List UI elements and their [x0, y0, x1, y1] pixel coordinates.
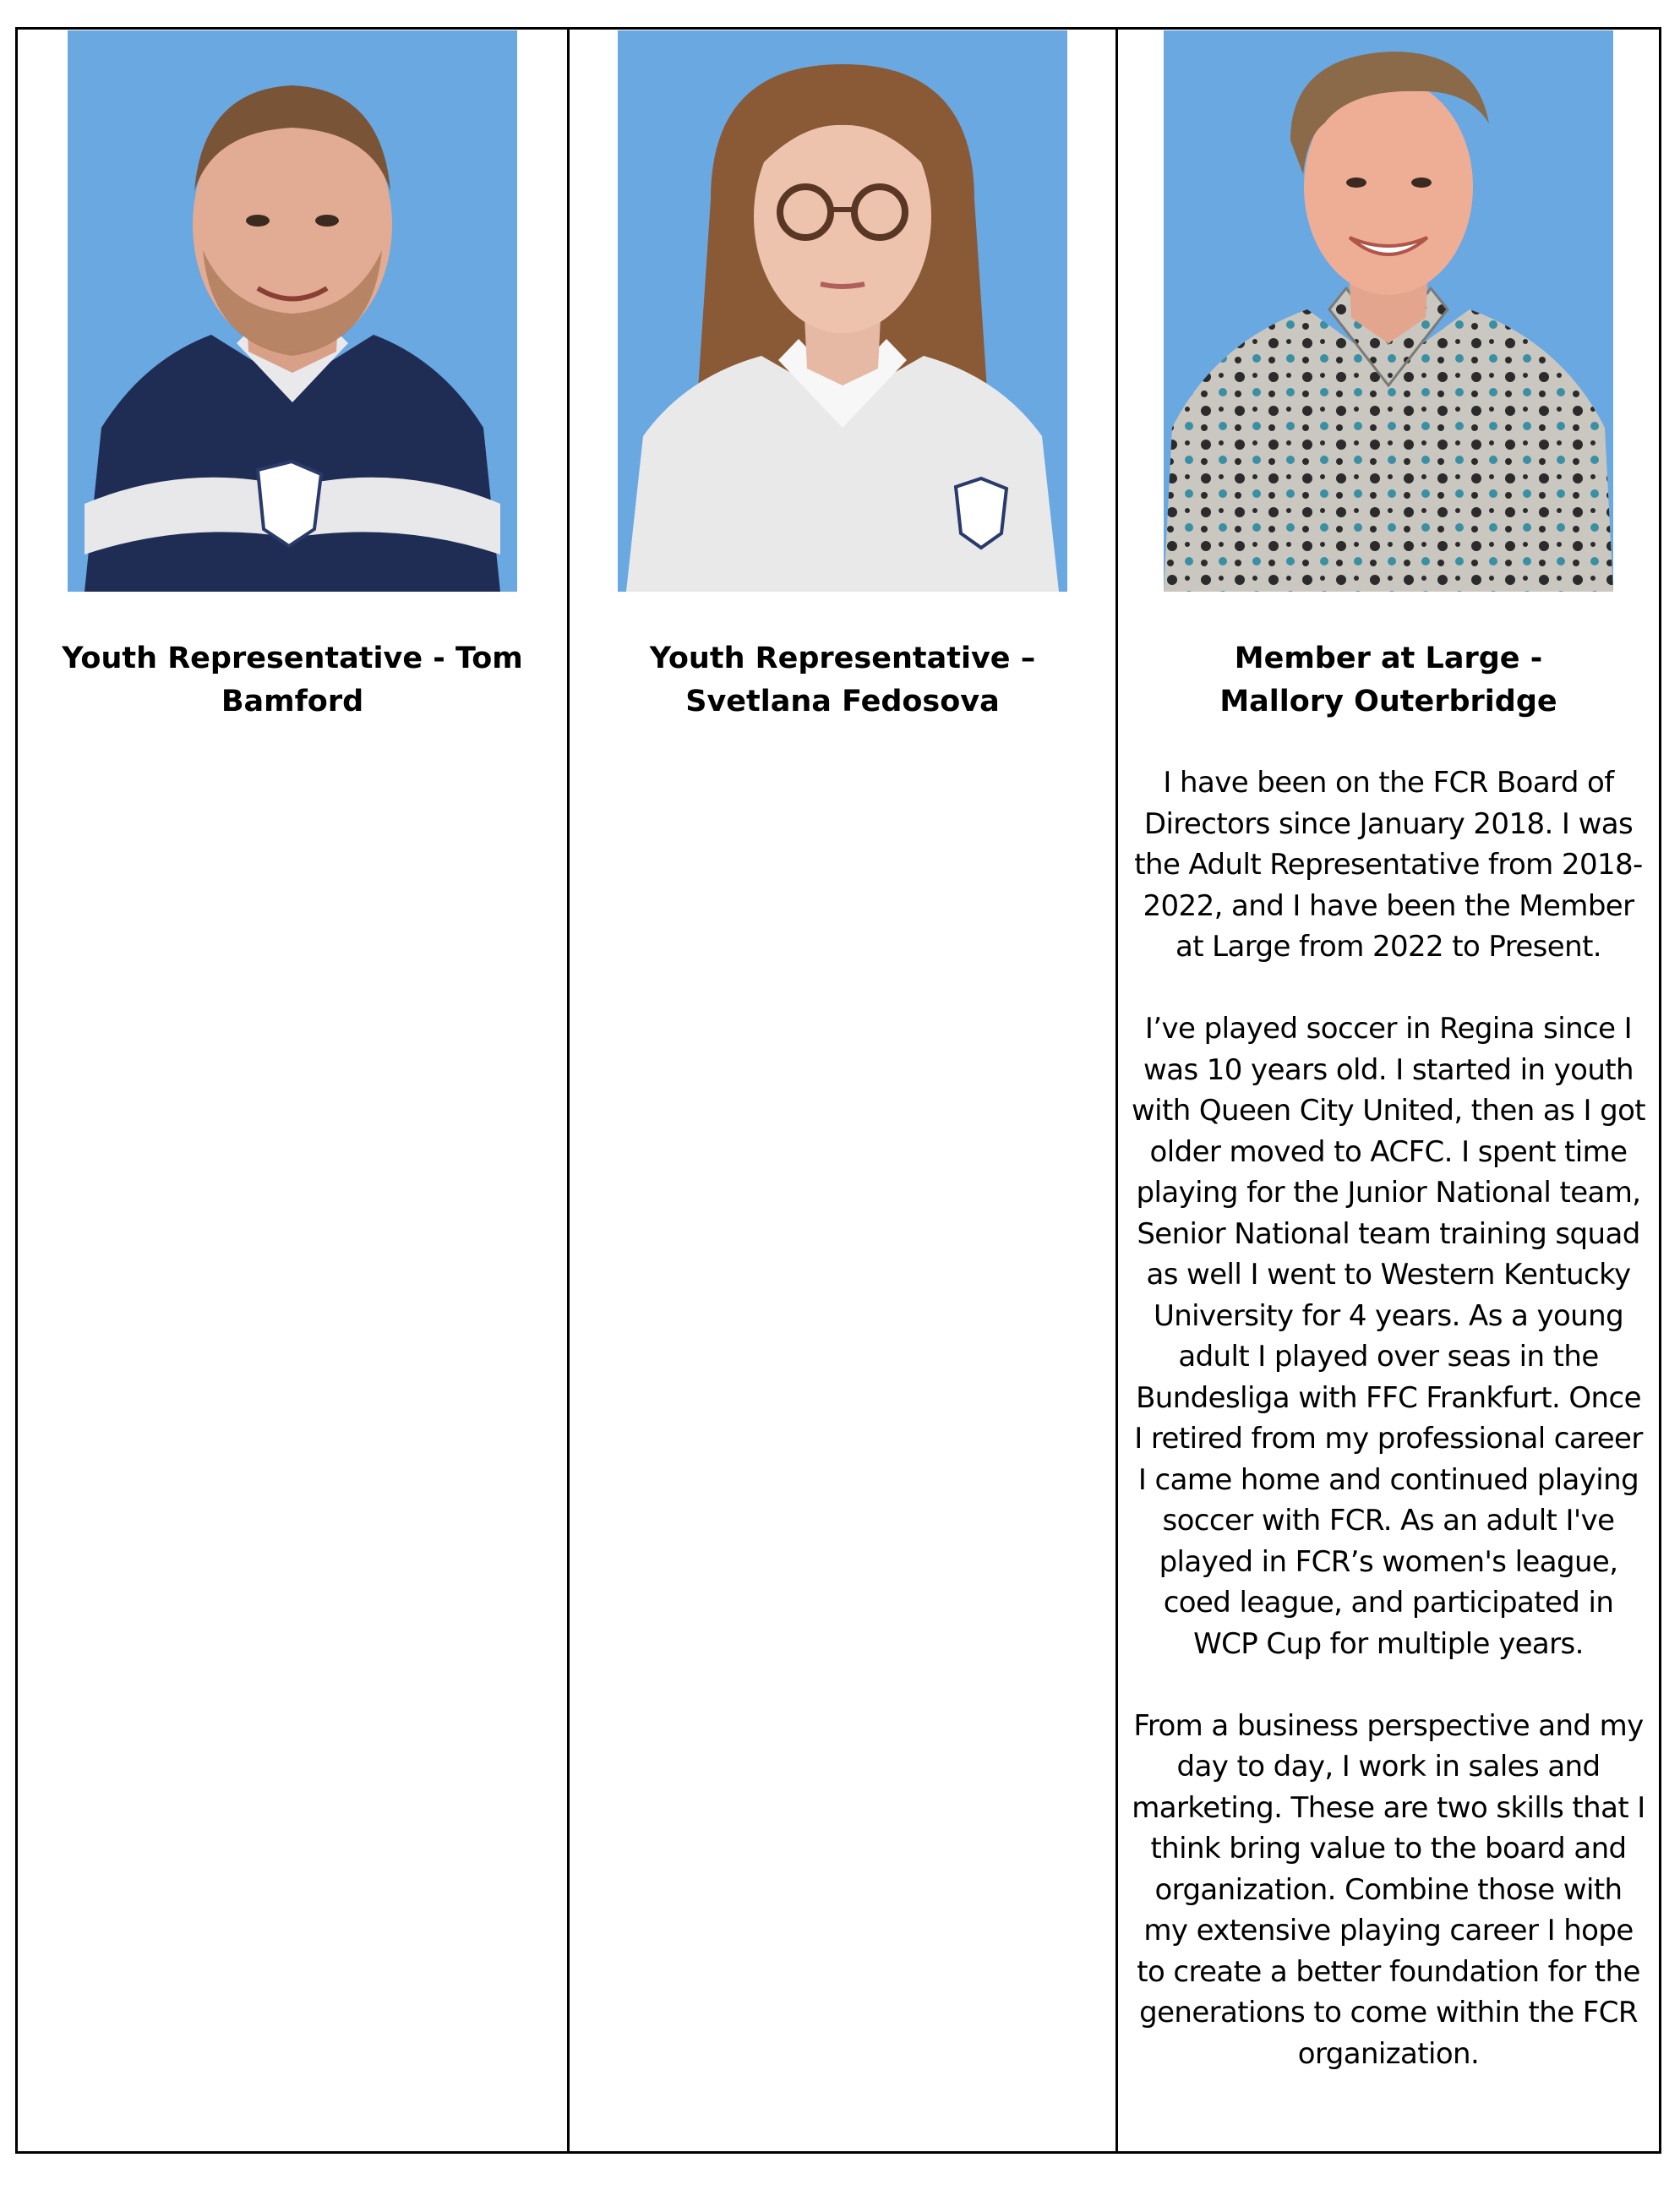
portrait-photo-icon [1164, 30, 1613, 592]
member-title-tom-bamford: Youth Representative - Tom Bamford [62, 642, 523, 718]
portrait-photo-mallory-outerbridge [1164, 30, 1613, 592]
portrait-photo-icon [68, 30, 517, 592]
bio-paragraph: From a business perspective and my day to day, I work in sales and marketing. These are two skills that I think bring value to the board and organization. Combine those with my extensive playing career I hope to create a better foundation for the generations to come within the FCR organization. [1132, 1708, 1645, 2071]
member-column-tom-bamford [18, 30, 567, 2151]
portrait-photo-icon [618, 30, 1067, 592]
bio-paragraph: I have been on the FCR Board of Directors since January 2018. I was the Adult Representative from 2018-2022, and I have been the Member at Large from 2022 to Present. [1134, 766, 1643, 964]
portrait-photo-tom-bamford [68, 30, 517, 592]
member-bio-mallory-outerbridge [1129, 762, 1649, 2074]
member-title-line-1: Member at Large - [1234, 642, 1543, 675]
portrait-photo-svetlana-fedosova [618, 30, 1067, 592]
member-title-svetlana-fedosova: Youth Representative – Svetlana Fedosova [649, 642, 1036, 718]
member-column-mallory-outerbridge [1115, 30, 1659, 2151]
board-members-table [15, 27, 1661, 2154]
member-title-line-2: Mallory Outerbridge [1219, 685, 1557, 718]
member-title-mallory-outerbridge [1152, 637, 1625, 724]
bio-paragraph: I’ve played soccer in Regina since I was 10 years old. I started in youth with Queen City United, then as I got older moved to ACFC. I spent time playing for the Junior National team, Senior National team training squad as well I went to Western Kentucky University for 4 years. As a young adult I played over seas in the Bundesliga with FFC Frankfurt. Once I retired from my professional career I came home and continued playing soccer with FCR. As an adult I've played in FCR’s women's league, coed league, and participated in WCP Cup for multiple years. [1131, 1012, 1646, 1661]
member-column-svetlana-fedosova [567, 30, 1115, 2151]
